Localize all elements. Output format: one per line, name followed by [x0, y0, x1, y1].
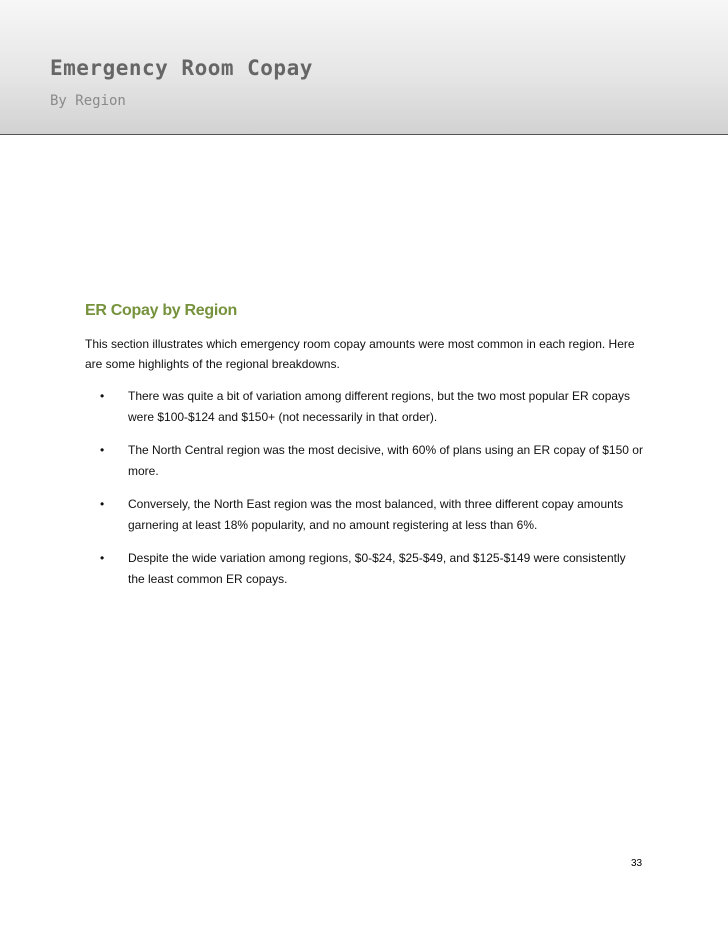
list-item-text: Despite the wide variation among regions, $0-$24, $25-$49, and $125-$149 were consistently the least common ER copays. — [128, 551, 626, 586]
list-item — [85, 494, 645, 536]
bullet-icon: • — [100, 389, 105, 403]
list-item — [85, 386, 645, 428]
list-item-text: The North Central region was the most decisive, with 60% of plans using an ER copay of $150 or more. — [128, 443, 643, 478]
list-item-text: Conversely, the North East region was the most balanced, with three different copay amounts garnering at least 18% popularity, and no amount registering at less than 6%. — [128, 497, 624, 532]
page-subtitle: By Region — [50, 93, 126, 109]
list-item-text: There was quite a bit of variation among different regions, but the two most popular ER copays were $100-$124 and $150+ (not necessarily in that order). — [128, 389, 631, 424]
bullet-icon: • — [100, 443, 105, 457]
highlights-list — [85, 386, 645, 590]
header-band — [0, 0, 728, 135]
page-title: Emergency Room Copay — [50, 56, 313, 80]
bullet-icon: • — [100, 497, 105, 511]
bullet-icon: • — [100, 551, 105, 565]
section-intro: This section illustrates which emergency room copay amounts were most common in each region. Here are some highlights of the regional breakdowns. — [85, 337, 635, 371]
content-section — [85, 302, 645, 602]
list-item — [85, 548, 645, 590]
page-number: 33 — [631, 858, 643, 869]
section-heading: ER Copay by Region — [85, 302, 237, 319]
list-item — [85, 440, 645, 482]
